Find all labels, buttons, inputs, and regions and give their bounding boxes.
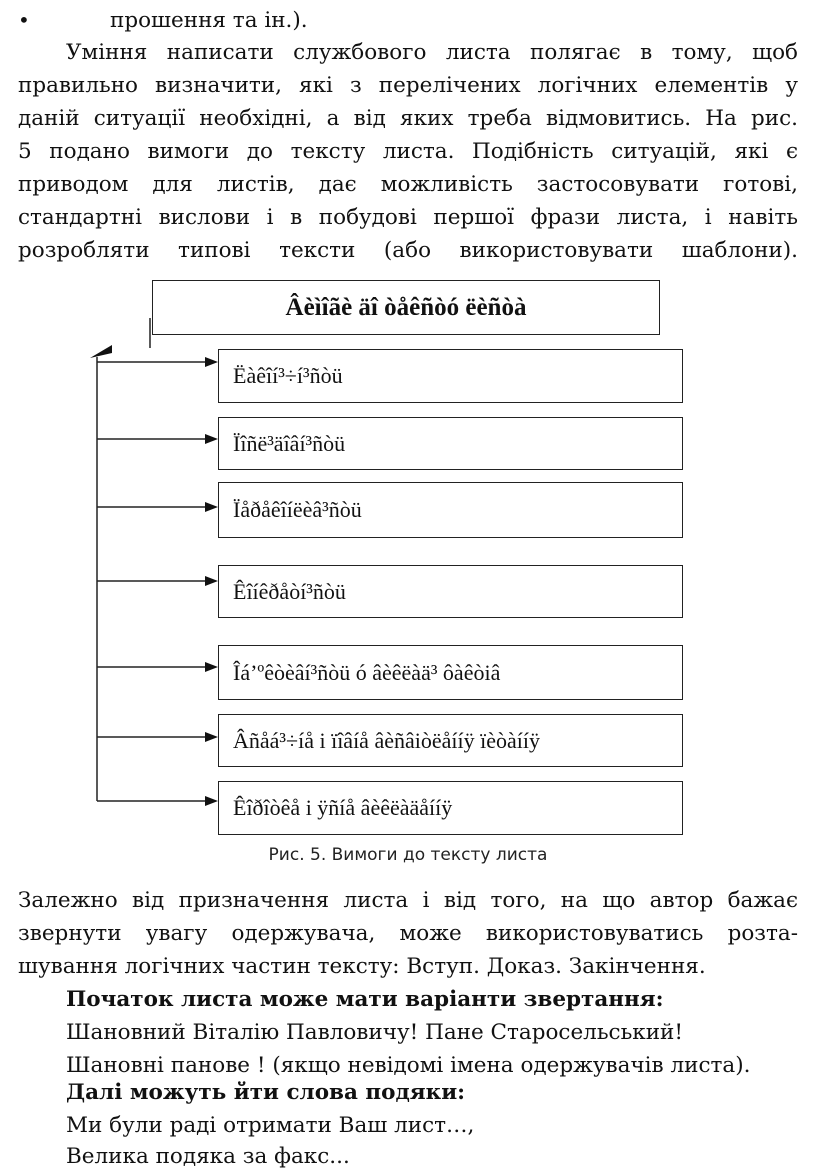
- para1-line-1: Уміння написати службового листа полягає в тому, щоб: [66, 40, 798, 65]
- para1-line-6: стандартні вислови і в побудові першої фрази листа, і навіть: [18, 205, 798, 230]
- bullet-text: прошення та ін.).: [110, 8, 308, 33]
- para1-line-3: даній ситуації необхідні, а від яких треба відмовитись. На рис.: [18, 106, 798, 131]
- greeting-line-1: Шановний Віталію Павловичу! Пане Старосельський!: [66, 1020, 684, 1045]
- diagram-item-2: Ïîñë³äîâí³ñòü: [218, 417, 683, 470]
- heading-greetings: Початок листа може мати варіанти звертання:: [66, 987, 664, 1012]
- figure-caption: Рис. 5. Вимоги до тексту листа: [268, 845, 548, 865]
- para1-line-5: приводом для листів, дає можливість застосовувати готові,: [18, 172, 798, 197]
- para1-line-2: правильно визначити, які з перелічених логічних елементів у: [18, 73, 798, 98]
- thanks-line-2: Велика подяка за факс...: [66, 1144, 350, 1169]
- para1-line-7: розробляти типові тексти (або використовувати шаблони).: [18, 238, 798, 263]
- diagram-item-6: Âñåá³÷íå і ïîâíå âèñâiòëåííÿ ïèòàííÿ: [218, 714, 683, 767]
- para1-line-4: 5 подано вимоги до тексту листа. Подібність ситуацій, які є: [18, 139, 798, 164]
- diagram-title-box: Âèìîãè äî òåêñòó ëèñòà: [152, 280, 660, 335]
- thanks-line-1: Ми були раді отримати Ваш лист…,: [66, 1113, 475, 1138]
- para2-line-2: звернути увагу одержувача, може використовуватись розта-: [18, 921, 798, 946]
- diagram-item-1: Ëàêîí³÷í³ñòü: [218, 349, 683, 403]
- bullet-line: [0, 2, 816, 35]
- diagram-item-3: Ïåðåêîíëèâ³ñòü: [218, 482, 683, 538]
- para2-line-1: Залежно від призначення листа і від того, на що автор бажає: [18, 888, 798, 913]
- diagram-item-5: Îá’ºêòèâí³ñòü ó âèêëàä³ ôàêòiâ: [218, 645, 683, 700]
- greeting-line-2: Шановні панове ! (якщо невідомі імена одержувачів листа).: [66, 1053, 751, 1078]
- bullet-icon: •: [18, 8, 30, 32]
- diagram-item-4: Êîíêðåòí³ñòü: [218, 565, 683, 618]
- para2-line-3: шування логічних частин тексту: Вступ. Доказ. Закінчення.: [18, 954, 706, 979]
- heading-thanks: Далі можуть йти слова подяки:: [66, 1080, 466, 1105]
- diagram-item-7: Êîðîòêå і ÿñíå âèêëàäåííÿ: [218, 781, 683, 835]
